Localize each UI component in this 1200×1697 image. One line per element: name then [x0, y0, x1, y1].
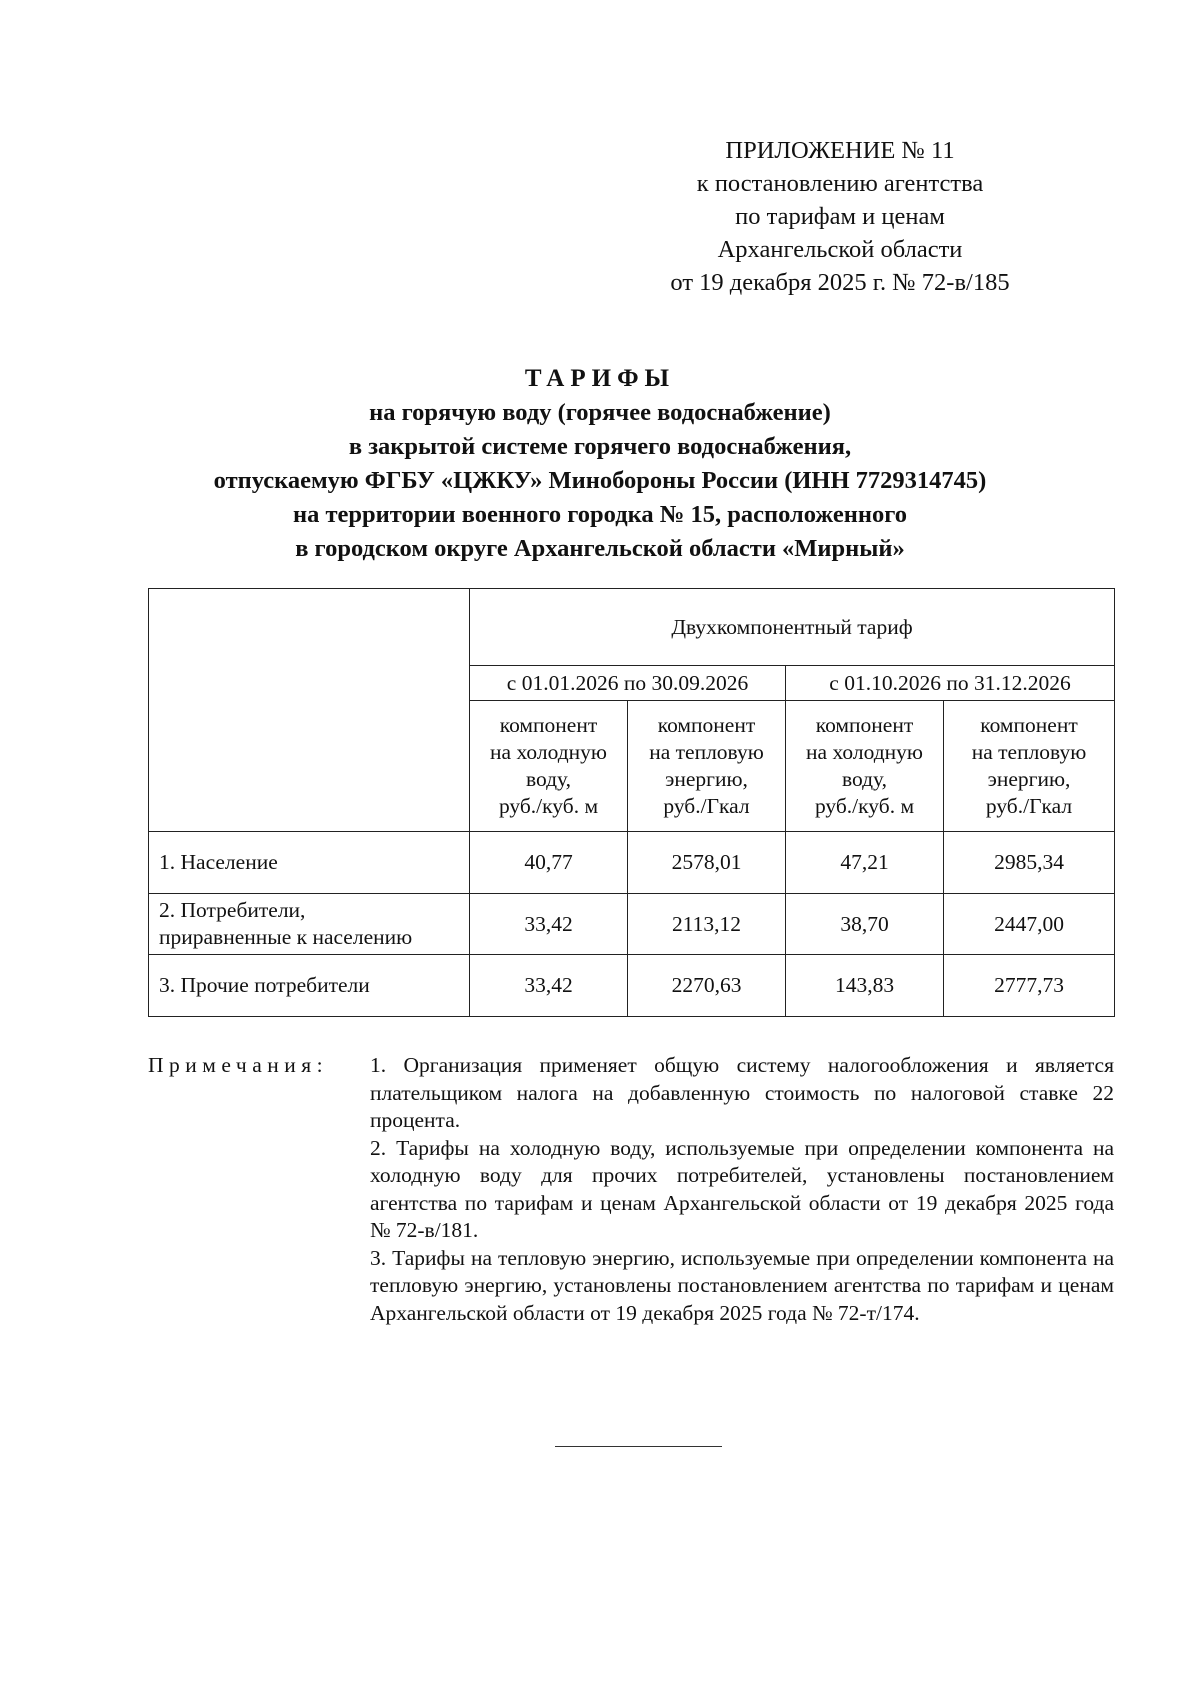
- header-text: руб./Гкал: [663, 794, 750, 818]
- table-row: [149, 894, 1115, 955]
- table-cell: 143,83: [786, 955, 944, 1017]
- table-cell: 2985,34: [944, 832, 1115, 894]
- header-text: компонент: [499, 713, 598, 737]
- row-label: 1. Население: [149, 832, 470, 894]
- table-cell: 2447,00: [944, 894, 1115, 955]
- period-header-cell: с 01.10.2026 по 31.12.2026: [786, 666, 1115, 701]
- header-text: на холодную: [490, 740, 607, 764]
- appendix-date: от 19 декабря 2025 г. № 72-в/185: [670, 269, 1010, 296]
- table-cell: 47,21: [786, 832, 944, 894]
- title-line: отпускаемую ФГБУ «ЦЖКУ» Минобороны России (ИНН 7729314745): [213, 467, 987, 494]
- appendix-ref-line: к постановлению агентства: [696, 170, 984, 197]
- header-text: руб./куб. м: [498, 794, 599, 818]
- table-cell: 33,42: [470, 955, 628, 1017]
- component-cold-header: [470, 701, 628, 832]
- title-line: на территории военного городка № 15, расположенного: [293, 501, 907, 528]
- note-item: 1. Организация применяет общую систему налогообложения и является плательщиком налога на добавленную стоимость по налоговой ставке 22 процента.: [370, 1053, 1114, 1132]
- period-header-cell: с 01.01.2026 по 30.09.2026: [470, 666, 786, 701]
- header-text: руб./куб. м: [814, 794, 915, 818]
- header-text: компонент: [657, 713, 756, 737]
- note-item: 3. Тарифы на тепловую энергию, используемые при определении компонента на тепловую энергию, установлены постановлением агентства по тарифам и ценам Архангельской области от 19 декабря 2025 года № 72-т/174.: [370, 1245, 1114, 1325]
- note-item: 2. Тарифы на холодную воду, используемые при определении компонента на холодную воду для прочих потребителей, установлены постановлением агентства по тарифам и ценам Архангельской области от 19 декабря 2025 года № 72-в/181.: [370, 1135, 1114, 1242]
- row-label-line: 2. Потребители,: [159, 898, 306, 922]
- component-heat-header: [944, 701, 1115, 832]
- notes-label: Примечания:: [148, 1053, 329, 1077]
- table-row: [149, 832, 1115, 894]
- notes-list: [370, 1052, 1114, 1327]
- table-cell: 40,77: [470, 832, 628, 894]
- document-title: [80, 362, 1120, 566]
- appendix-ref-line: по тарифам и ценам: [735, 203, 945, 230]
- appendix-ref-line: Архангельской области: [717, 236, 963, 263]
- header-text: на холодную: [806, 740, 923, 764]
- row-label: 3. Прочие потребители: [149, 955, 470, 1017]
- header-text: на тепловую: [971, 740, 1087, 764]
- title-heading: ТАРИФЫ: [524, 365, 676, 392]
- main-header-cell: Двухкомпонентный тариф: [470, 589, 1115, 666]
- title-line: в городском округе Архангельской области «Мирный»: [295, 535, 905, 562]
- appendix-header: [640, 134, 1040, 299]
- header-text: энергию,: [665, 767, 748, 791]
- row-label-line: приравненные к населению: [159, 925, 413, 949]
- header-text: компонент: [980, 713, 1078, 737]
- table-cell: 33,42: [470, 894, 628, 955]
- header-text: воду,: [525, 767, 572, 791]
- header-text: на тепловую: [649, 740, 764, 764]
- table-cell: 2270,63: [628, 955, 786, 1017]
- tariff-table: [148, 588, 1115, 1017]
- table-row: [149, 955, 1115, 1017]
- header-text: руб./Гкал: [985, 794, 1073, 818]
- table-header-row: [149, 589, 1115, 666]
- table-cell: 2113,12: [628, 894, 786, 955]
- table-cell: 2578,01: [628, 832, 786, 894]
- table-cell: 2777,73: [944, 955, 1115, 1017]
- title-line: в закрытой системе горячего водоснабжения,: [348, 433, 852, 460]
- empty-corner-cell: [149, 589, 470, 832]
- header-text: воду,: [841, 767, 888, 791]
- component-cold-header: [786, 701, 944, 832]
- header-text: энергию,: [987, 767, 1071, 791]
- appendix-number: ПРИЛОЖЕНИЕ № 11: [725, 137, 955, 164]
- closing-divider: [555, 1446, 722, 1447]
- component-heat-header: [628, 701, 786, 832]
- table-cell: 38,70: [786, 894, 944, 955]
- title-line: на горячую воду (горячее водоснабжение): [369, 399, 831, 426]
- header-text: компонент: [815, 713, 914, 737]
- row-label: [149, 894, 470, 955]
